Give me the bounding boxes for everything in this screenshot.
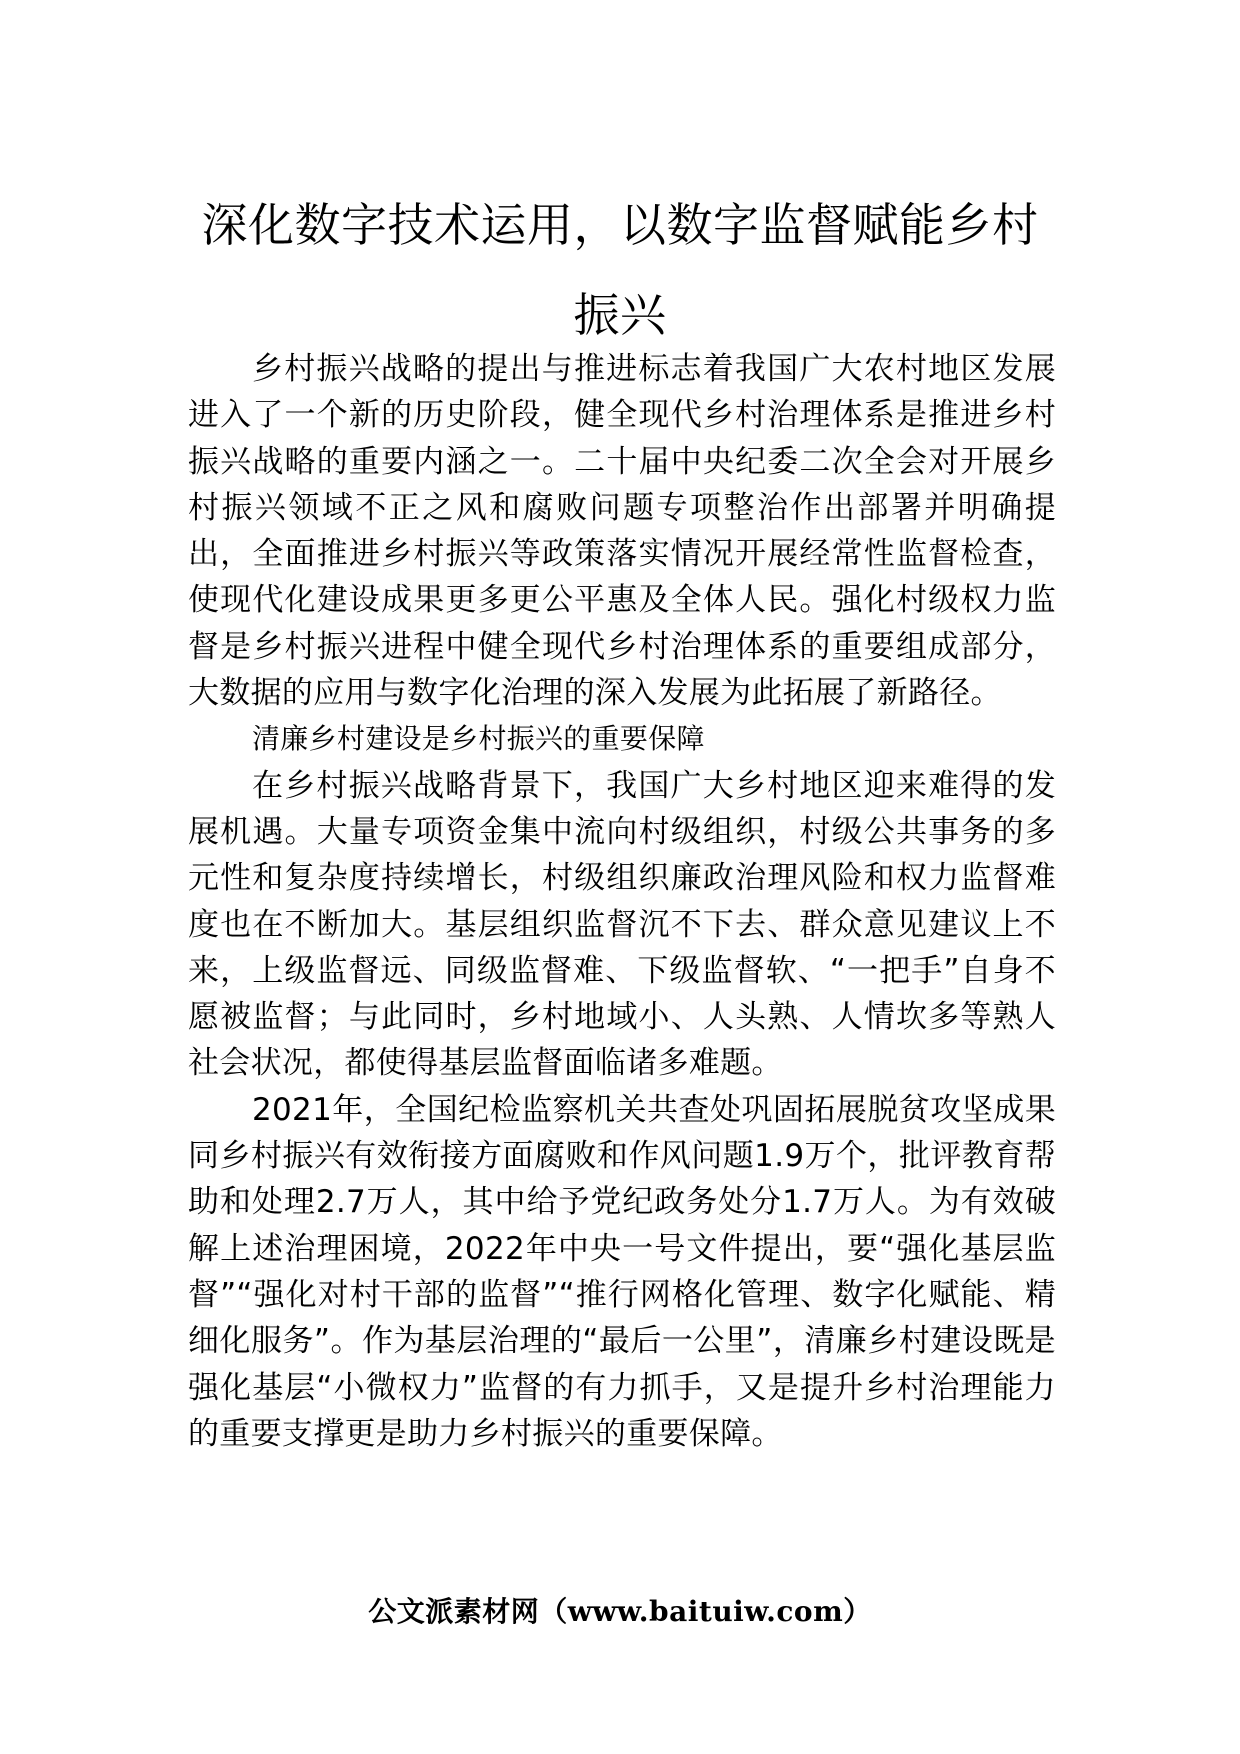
paragraph-background: 在乡村振兴战略背景下，我国广大乡村地区迎来难得的发展机遇。大量专项资金集中流向村级组织，村级公共事务的多元性和复杂度持续增长，村级组织廉政治理风险和权力监督难度也在不断加大。基层组织监督沉不下去、群众意见建议上不来，上级监督远、同级监督难、下级监督软、“一把手”自身不愿被监督；与此同时，乡村地域小、人头熟、人情坎多等熟人社会状况，都使得基层监督面临诸多难题。 [188,767,1056,1082]
document-title: 深化数字技术运用，以数字监督赋能乡村振兴 [201,198,1039,342]
paragraph-intro: 乡村振兴战略的提出与推进标志着我国广大农村地区发展进入了一个新的历史阶段，健全现代乡村治理体系是推进乡村振兴战略的重要内涵之一。二十届中央纪委二次全会对开展乡村振兴领域不正之风和腐败问题专项整治作出部署并明确提出，全面推进乡村振兴等政策落实情况开展经常性监督检查，使现代化建设成果更多更公平惠及全体人民。强化村级权力监督是乡村振兴进程中健全现代乡村治理体系的重要组成部分，大数据的应用与数字化治理的深入发展为此拓展了新路径。 [188,351,1056,712]
document-body [188,346,1056,1457]
section-heading: 清廉乡村建设是乡村振兴的重要保障 [252,722,705,756]
paragraph-statistics: 2021年，全国纪检监察机关共查处巩固拓展脱贫攻坚成果同乡村振兴有效衔接方面腐败和作风问题1.9万个，批评教育帮助和处理2.7万人，其中给予党纪政务处分1.7万人。为有效破解上述治理困境，2022年中央一号文件提出，要“强化基层监督”“强化对村干部的监督”“推行网格化管理、数字化赋能、精细化服务”。作为基层治理的“最后一公里”，清廉乡村建设既是强化基层“小微权力”监督的有力抓手，又是提升乡村治理能力的重要支撑更是助力乡村振兴的重要保障。 [188,1091,1056,1452]
source-footer: 公文派素材网（www.baituiw.com） [368,1595,872,1628]
